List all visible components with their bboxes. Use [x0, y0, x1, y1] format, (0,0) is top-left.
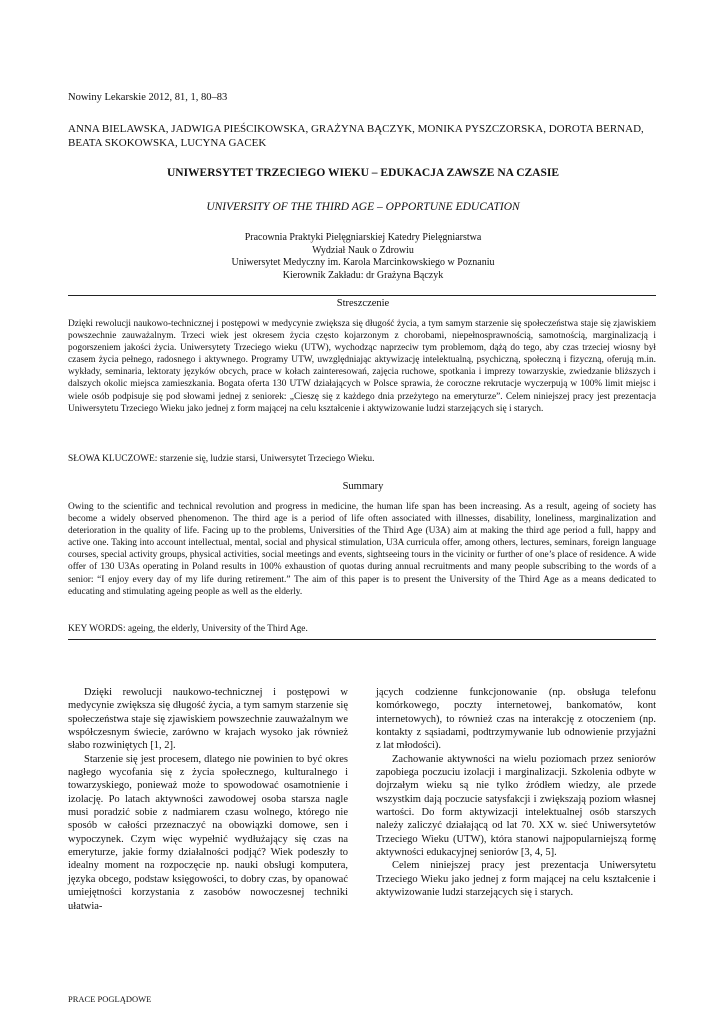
- page-footer: PRACE POGLĄDOWE: [68, 994, 152, 1004]
- body-paragraph: Zachowanie aktywności na wielu poziomach przez seniorów zapobiega poczuciu izolacji i marginalizacji. Szkolenia odbyte w dojrzałym wieku są nie tylko źródłem wiedzy, ale przede wszystkim dają poczucie satysfakcji i zwiększają poziom własnej wartości. Do form aktywizacji intelektualnej osób starszych należy zaliczyć działającą od lat 70. XX w. sieć Uniwersytetów Trzeciego Wieku (UTW), która stanowi najpopularniejszą formę aktywności edukacyjnej seniorów [3, 4, 5].: [376, 753, 656, 859]
- body-paragraph: Starzenie się jest procesem, dlatego nie powinien to być okres nagłego wycofania się z życia społecznego, kulturalnego i towarzyskiego, ponieważ może to spowodować osamotnienie i izolację. Po latach aktywności zawodowej osoba starsza nagle musi poradzić sobie z nadmiarem czasu wolnego, którego nie sposób w całości przeznaczyć na obowiązki domowe, sen i wypoczynek. Czym więc wypełnić wydłużający się czas na emeryturze, jakie formy działalności podjąć? Wiek podeszły to idealny moment na rozpoczęcie np. nauki obsługi komputera, języka obcego, podstaw księgowości, to dobry czas, by opanować umiejętności korzystania z zasobów nowoczesnej techniki ułatwia-: [68, 753, 348, 912]
- body-paragraph: jących codzienne funkcjonowanie (np. obsługa telefonu komórkowego, poczty internetowej, bankomatów, kont internetowych), to również czas na interakcję z otoczeniem (np. kontakty z sąsiadami, podtrzymywanie lub odnowienie przyjaźni z lat młodości).: [376, 687, 656, 752]
- body-paragraph: Celem niniejszej pracy jest prezentacja Uniwersytetu Trzeciego Wieku jako jednej z form mającej na celu kształcenie i aktywizowanie ludzi starzejących się i starych.: [376, 860, 656, 899]
- streszczenie-text: Dzięki rewolucji naukowo-technicznej i postępowi w medycynie zwiększa się długość życia, a tym samym starzenie się społeczeństwa staje się zjawiskiem powszechnie zauważalnym. Trzeci wiek jest okresem życia często kojarzonym z chorobami, niepełnosprawnością, samotnością, marginalizacją i pogorszeniem jakości życia. Uniwersytety Trzeciego wieku (UTW), wychodząc naprzeciw tym problemom, dążą do tego, aby czas trzeciej wiosny był czasem życia pełnego, radosnego i aktywnego. Programy UTW, uwzględniając aktywizację intelektualną, psychiczną, społeczną i fizyczną, oferują m.in. wykłady, seminaria, lektoraty języków obcych, prace w kołach zainteresowań, zajęcia ruchowe, spotkania i imprezy towarzyskie, zwiedzanie bliższych i dalszych okolic miejsca zamieszkania. Bogata oferta 130 UTW działających w Polsce sprawia, że coroczne rekrutacje wyczerpują w 100% limit miejsc i wiele osób podpisuje się pod słowami jednej z seniorek: „Cieszę się z każdego dnia przeżytego na emeryturze”. Celem niniejszej pracy jest prezentacja Uniwersytetu Trzeciego Wieku jako jednej z form mającej na celu kształcenie i aktywizowanie ludzi starzejących się i starych.: [68, 319, 656, 414]
- streszczenie-heading: Streszczenie: [336, 298, 390, 309]
- affiliation-line: Kierownik Zakładu: dr Grażyna Bączyk: [282, 269, 444, 281]
- affiliation-line: Pracownia Praktyki Pielęgniarskiej Katedry Pielęgniarstwa: [244, 232, 482, 243]
- summary-text: Owing to the scientific and technical revolution and progress in medicine, the human life span has been increasing. As a result, ageing of society has become a widely observed phenomenon. The third age is a period of life often associated with illnesses, disability, loneliness, marginalization and deterioration in the quality of life. Facing up to the problems, Universities of the Third Age (U3A) aim at making the third age period a full, happy and active one. Taking into account intellectual, mental, social and physical stimulation, U3A curricula offer, among others, lectures, seminars, foreign language courses, special activity groups, physical activities, social meetings and events, sightseeing tours in the vicinity or further of one’s place of residence. A wide offer of 130 U3As operating in Poland results in 100% exhaustion of quotas during annual recruitments and many people subscribing to the words of a senior: “I enjoy every day of my life during retirement.” The aim of this paper is to present the University of the Third Age as a means dedicated to educating and stimulating ageing people as well as the elderly.: [68, 502, 656, 597]
- journal-reference: Nowiny Lekarskie 2012, 81, 1, 80–83: [68, 92, 228, 103]
- title-polish: UNIWERSYTET TRZECIEGO WIEKU – EDUKACJA ZAWSZE NA CZASIE: [166, 167, 560, 179]
- body-column-left: [68, 686, 348, 913]
- author-list: ANNA BIELAWSKA, JADWIGA PIEŚCIKOWSKA, GRAŻYNA BĄCZYK, MONIKA PYSZCZORSKA, DOROTA BERNAD, BEATA SKOKOWSKA, LUCYNA GACEK: [68, 123, 644, 149]
- affiliation-line: Uniwersytet Medyczny im. Karola Marcinkowskiego w Poznaniu: [231, 257, 495, 268]
- english-keywords: KEY WORDS: ageing, the elderly, University of the Third Age.: [68, 624, 308, 634]
- title-english: UNIVERSITY OF THE THIRD AGE – OPPORTUNE EDUCATION: [206, 201, 520, 213]
- summary-heading: Summary: [342, 481, 384, 492]
- affiliation: [68, 232, 658, 282]
- body-paragraph: Dzięki rewolucji naukowo-technicznej i postępowi w medycynie zwiększa się długość życia, a tym samym starzenie się społeczeństwa staje się zjawiskiem powszechnie zauważalnym we współczesnym świecie, zarówno w krajach wysoko jak również słabo rozwiniętych [1, 2].: [68, 687, 348, 752]
- section-divider: [68, 295, 656, 296]
- body-column-right: [376, 686, 656, 900]
- affiliation-line: Wydział Nauk o Zdrowiu: [312, 244, 414, 256]
- polish-keywords: SŁOWA KLUCZOWE: starzenie się, ludzie starsi, Uniwersytet Trzeciego Wieku.: [68, 454, 375, 464]
- section-divider: [68, 639, 656, 640]
